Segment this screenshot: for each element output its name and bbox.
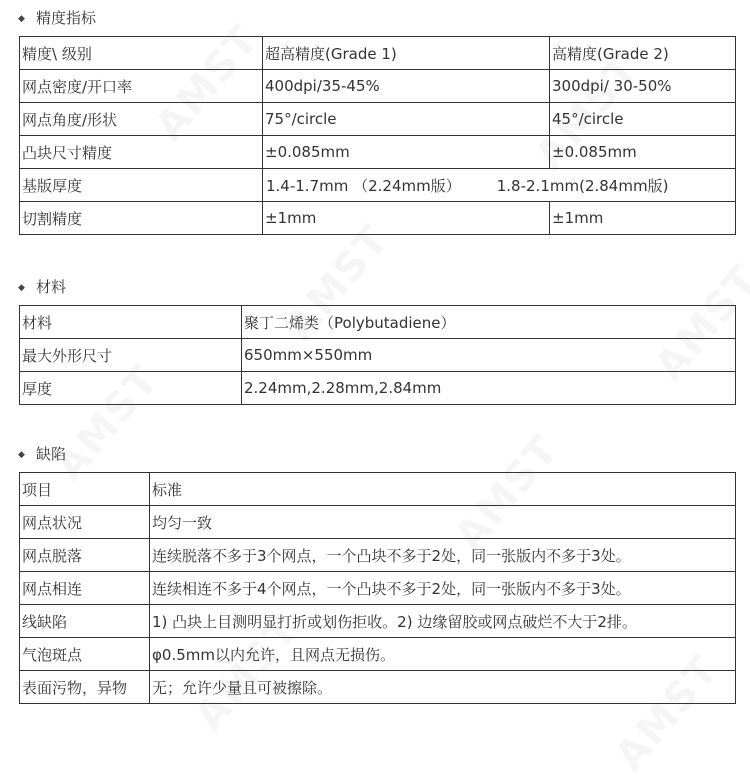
section-title-text: 精度指标 [36, 9, 97, 27]
table-row [20, 506, 736, 539]
table-cell: 聚丁二烯类（Polybutadiene） [242, 306, 736, 339]
table-cell: ±1mm [550, 202, 736, 235]
table-cell: 45°/circle [550, 103, 736, 136]
table-cell: φ0.5mm以内允许，且网点无损伤。 [150, 638, 736, 671]
table-cell: 线缺陷 [20, 605, 150, 638]
table-cell: 无；允许少量且可被擦除。 [150, 671, 736, 704]
table-cell: 网点密度/开口率 [20, 70, 263, 103]
table-cell: 材料 [20, 306, 242, 339]
table-row [20, 671, 736, 704]
section-title-material [18, 276, 66, 298]
table-row [20, 372, 736, 405]
base-thickness-grade1: 1.4-1.7mm （2.24mm版） [266, 176, 461, 195]
table-cell: 气泡斑点 [20, 638, 150, 671]
section-title-precision [18, 7, 96, 29]
table-row [20, 306, 736, 339]
table-cell: 网点状况 [20, 506, 150, 539]
table-header-row [20, 37, 736, 70]
diamond-bullet-icon: ◆ [18, 282, 25, 293]
table-cell-merged [263, 169, 736, 202]
table-cell: 超高精度(Grade 1) [263, 37, 550, 70]
table-cell: 网点相连 [20, 572, 150, 605]
table-row [20, 103, 736, 136]
table-cell: 标准 [150, 473, 736, 506]
table-row [20, 539, 736, 572]
section-title-text: 材料 [36, 278, 67, 296]
table-cell: 切割精度 [20, 202, 263, 235]
table-row [20, 638, 736, 671]
table-cell: 表面污物，异物 [20, 671, 150, 704]
table-cell: 厚度 [20, 372, 242, 405]
section-title-text: 缺陷 [36, 445, 67, 463]
material-table [19, 305, 736, 405]
table-row [20, 605, 736, 638]
table-cell: 2.24mm,2.28mm,2.84mm [242, 372, 736, 405]
table-cell: 400dpi/35-45% [263, 70, 550, 103]
table-cell: 精度\ 级别 [20, 37, 263, 70]
table-cell: 网点脱落 [20, 539, 150, 572]
table-cell: 连续脱落不多于3个网点，一个凸块不多于2处，同一张版内不多于3处。 [150, 539, 736, 572]
table-cell: ±0.085mm [550, 136, 736, 169]
table-row [20, 169, 736, 202]
table-row [20, 339, 736, 372]
section-title-defects [18, 443, 66, 465]
table-cell: ±1mm [263, 202, 550, 235]
table-cell: 凸块尺寸精度 [20, 136, 263, 169]
table-cell: ±0.085mm [263, 136, 550, 169]
table-cell: 基版厚度 [20, 169, 263, 202]
defects-table [19, 472, 736, 704]
table-cell: 网点角度/形状 [20, 103, 263, 136]
diamond-bullet-icon: ◆ [18, 13, 25, 24]
table-cell: 项目 [20, 473, 150, 506]
table-cell: 连续相连不多于4个网点，一个凸块不多于2处，同一张版内不多于3处。 [150, 572, 736, 605]
table-cell: 1) 凸块上目测明显打折或划伤拒收。2) 边缘留胶或网点破烂不大于2排。 [150, 605, 736, 638]
table-row [20, 202, 736, 235]
table-row [20, 572, 736, 605]
table-row [20, 136, 736, 169]
table-cell: 650mm×550mm [242, 339, 736, 372]
table-row [20, 473, 736, 506]
table-cell: 最大外形尺寸 [20, 339, 242, 372]
diamond-bullet-icon: ◆ [18, 449, 25, 460]
base-thickness-grade2: 1.8-2.1mm(2.84mm版) [496, 176, 669, 195]
table-cell: 300dpi/ 30-50% [550, 70, 736, 103]
table-cell: 均匀一致 [150, 506, 736, 539]
table-row [20, 70, 736, 103]
table-cell: 75°/circle [263, 103, 550, 136]
precision-table [19, 36, 736, 235]
table-cell: 高精度(Grade 2) [550, 37, 736, 70]
